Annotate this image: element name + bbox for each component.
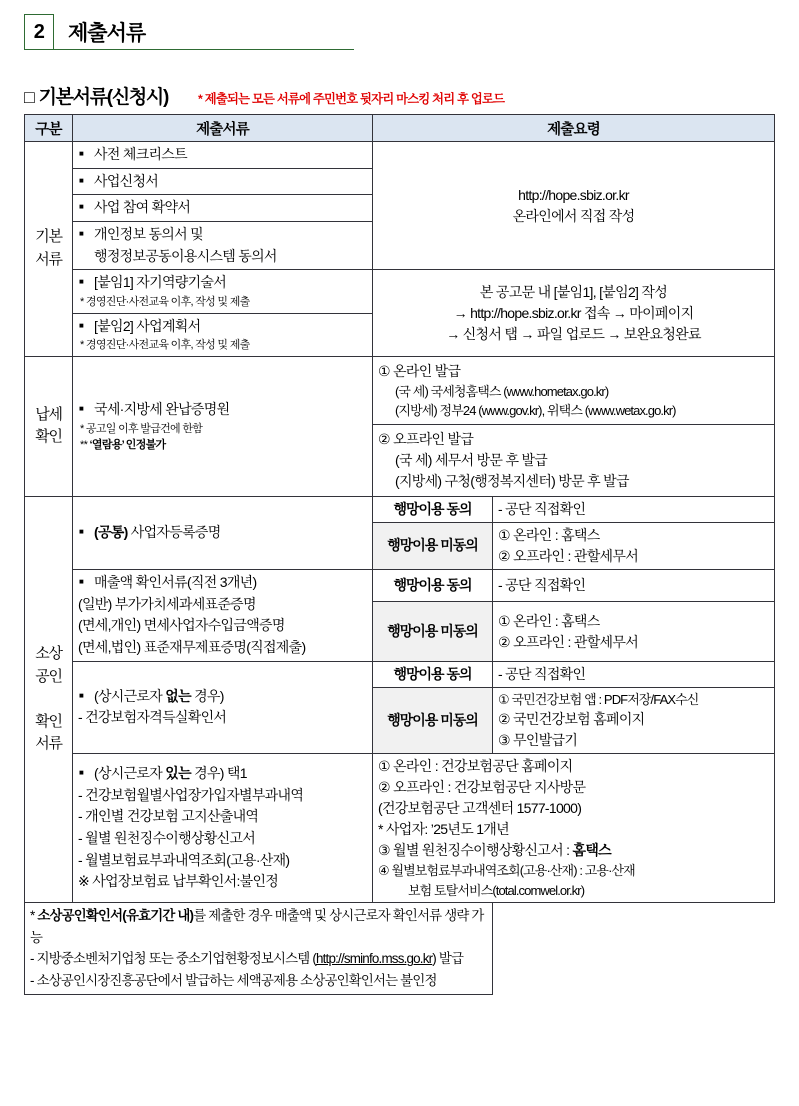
table-row [25,754,775,903]
no-worker-prefix: (상시근로자 [94,687,166,704]
instruction-has-worker-l3: (건강보험공단 고객센터 1577-1000) [378,800,582,817]
instruction-tax-online-l2: (지방세) 정부24 (www.gov.kr), 위택스 (www.wetax.go.kr) [395,403,676,419]
doc-item-privacy-consent-l1: ■ 개인정보 동의서 및 [78,224,367,246]
agree-value-text-2: - 공단 직접확인 [498,577,586,594]
doc-item-tax-clearance-note1: * 공고일 이후 발급건에 한함 [80,422,203,435]
table-row [25,270,775,313]
small-business-footer-notes [25,903,493,995]
footer-note-1-bold: 소상공인확인서(유효기간 내) [37,908,194,924]
disagree-value-1-l2: ② 오프라인 : 관할세무서 [498,547,639,564]
footer-note-2-prefix: - 지방중소벤처기업청 또는 중소기업현황정보시스템 ( [30,951,316,967]
doc-item-sales-l3: (면세,법인) 표준재무제표증명(직접제출) [78,638,306,655]
group-label-basic-l2: 서류 [35,250,62,268]
has-worker-prefix: (상시근로자 [94,765,166,781]
note2-text: ‘열람용’ 인정불가 [89,439,166,452]
footer-note-1-rest: 를 제출한 경우 매출액 및 상시근로자 확인서류 생략 가능 [30,908,484,945]
doc-item-attachment2-note: * 경영진단·사전교육 이후, 작성 및 제출 [80,339,250,352]
group-label-tax-l2: 확인 [35,428,62,446]
footer-note-3: - 소상공인시장진흥공단에서 발급하는 세액공제용 소상공인확인서는 불인정 [30,973,437,989]
doc-item-attachment2 [73,313,373,356]
section-title: 제출서류 [68,21,146,45]
hangmang-disagree-label-2: 행망이용 미동의 [373,602,493,661]
group-label-tax [25,356,73,496]
doc-item-checklist-label: ■ 사전 체크리스트 [78,144,367,166]
instruction-tax-online-title: ① 온라인 발급 [378,362,461,379]
doc-item-has-worker [73,754,373,903]
table-row [25,142,775,169]
hope-sbiz-url: http://hope.sbiz.or.kr [518,186,629,203]
inst-l5-hometax: 홈택스 [572,842,611,859]
instruction-attachments [373,270,775,356]
common-tag: (공통) [94,523,128,540]
table-row [25,661,775,687]
disagree-value-1-l1: ① 온라인 : 홈택스 [498,526,600,543]
table-row [25,496,775,522]
doc-item-privacy-consent [73,222,373,270]
table-header-row [25,115,775,142]
footer-note-2-suffix: ) 발급 [432,951,464,967]
hangmang-agree-value-1 [493,496,775,522]
subsection-heading-row [24,82,775,109]
doc-item-has-worker-title [78,763,367,785]
doc-item-no-worker-title [78,686,367,708]
group-label-small-business [25,496,73,902]
instruction-has-worker-l5 [378,840,769,861]
doc-item-sales-l2: (면세,개인) 면세사업자수입금액증명 [78,617,285,634]
disagree-value-3-l2: ② 국민건강보험 홈페이지 [498,711,645,728]
doc-item-attachment2-label: ■ [붙임2] 사업계획서 [78,316,367,338]
instruction-has-worker-l2: ② 오프라인 : 건강보험공단 지사방문 [378,779,586,796]
document-page [0,14,799,1106]
instruction-tax-offline [373,425,775,497]
doc-item-has-worker-l3: - 월별 원천징수이행상황신고서 [78,830,256,847]
section-title-underline [54,14,354,50]
disagree-value-3-l1: ① 국민건강보험 앱 : PDF저장/FAX수신 [498,691,699,707]
masking-notice: * 제출되는 모든 서류에 주민번호 뒷자리 마스킹 처리 후 업로드 [198,92,505,106]
group-label-basic-l1: 기본 [35,228,62,246]
doc-item-has-worker-l1: - 건강보험월별사업장가입자별부과내역 [78,786,304,803]
has-worker-bold: 있는 [165,765,191,781]
doc-item-sales-documents [73,569,373,661]
doc-item-business-registration-label [78,522,367,544]
subsection-title [24,82,168,109]
group-label-sb-l3: 확인 [35,712,62,730]
disagree-value-3-l3: ③ 무인발급기 [498,732,578,749]
section-heading [24,14,775,50]
doc-item-attachment1-note: * 경영진단·사전교육 이후, 작성 및 제출 [80,296,250,309]
instruction-attachments-l1: 본 공고문 내 [붙임1], [붙임2] 작성 [479,283,668,300]
table-row [25,356,775,424]
hangmang-agree-label-3: 행망이용 동의 [373,661,493,687]
group-label-sb-l1: 소상 [35,645,62,663]
hangmang-agree-value-2 [493,569,775,602]
doc-item-attachment1 [73,270,373,313]
hangmang-agree-value-3 [493,661,775,687]
table-row [25,569,775,602]
instruction-has-worker-l6: ④ 월별보험료부과내역조회(고용·산재) : 고용·산재 [378,863,635,879]
footer-note-1 [30,905,487,948]
doc-item-tax-clearance [73,356,373,496]
doc-item-checklist [73,142,373,169]
doc-item-no-worker-l1: - 건강보험자격득실확인서 [78,709,227,726]
doc-item-sales-l1: (일반) 부가가치세과세표준증명 [78,595,256,612]
hangmang-disagree-value-2 [493,602,775,661]
doc-item-sales-title: ■ 매출액 확인서류(직전 3개년) [78,572,367,594]
group-label-basic [25,142,73,357]
instruction-tax-offline-title: ② 오프라인 발급 [378,431,474,448]
section-number-badge: 2 [24,14,54,50]
note2-prefix: ** [80,439,90,452]
instruction-tax-offline-l1: (국 세) 세무서 방문 후 발급 [395,452,548,469]
hangmang-disagree-label-3: 행망이용 미동의 [373,687,493,754]
no-worker-suffix: 경우) [190,687,224,704]
doc-item-application-label: ■ 사업신청서 [78,171,367,193]
checkbox-glyph-icon: □ [24,87,34,107]
group-label-sb-l4: 서류 [35,735,62,753]
instruction-tax-offline-l2: (지방세) 구청(행정복지센터) 방문 후 발급 [395,473,629,490]
doc-item-participation-pledge-label: ■ 사업 참여 확약서 [78,197,367,219]
doc-item-application [73,168,373,195]
has-worker-suffix: 경우) 택1 [190,765,247,781]
doc-item-has-worker-l4: - 월별보험료부과내역조회(고용·산재) [78,851,290,868]
agree-value-text-1: - 공단 직접확인 [498,500,586,517]
instruction-has-worker-l1: ① 온라인 : 건강보험공단 홈페이지 [378,758,573,775]
table-row [25,903,775,995]
hangmang-disagree-value-1 [493,522,775,569]
doc-item-has-worker-l2: - 개인별 건강보험 고지산출내역 [78,808,259,825]
doc-item-participation-pledge [73,195,373,222]
doc-item-tax-clearance-note2 [78,437,367,454]
inst-l5-prefix: ③ 월별 원천징수이행상황신고서 : [378,842,573,859]
instruction-tax-online-l1: (국 세) 국세청홈택스 (www.hometax.go.kr) [395,383,609,399]
subsection-title-text: 기본서류(신청시) [38,87,169,108]
footer-note-1-marker: * [30,908,38,924]
instruction-has-worker-l4: * 사업자: ’25년도 1개년 [378,821,509,838]
online-write-text: 온라인에서 직접 작성 [512,207,635,224]
doc-item-privacy-consent-l2: 행정정보공동이용시스템 동의서 [94,247,277,264]
instruction-attachments-l2: → http://hope.sbiz.or.kr 접속 → 마이페이지 [453,304,694,321]
header-instructions: 제출요령 [373,115,775,142]
disagree-value-2-l1: ① 온라인 : 홈택스 [498,612,600,629]
instruction-attachments-l3: → 신청서 탭 → 파일 업로드 → 보완요청완료 [446,325,701,342]
hangmang-agree-label-1: 행망이용 동의 [373,496,493,522]
instruction-has-worker [373,754,775,903]
doc-item-business-registration [73,496,373,569]
doc-item-no-worker [73,661,373,754]
hangmang-disagree-label-1: 행망이용 미동의 [373,522,493,569]
instruction-has-worker-l7: 보험 토탈서비스(total.comwel.or.kr) [408,882,585,898]
instruction-tax-online [373,356,775,424]
header-documents: 제출서류 [73,115,373,142]
submission-documents-table [24,114,775,995]
instruction-online-write [373,142,775,270]
disagree-value-2-l2: ② 오프라인 : 관할세무서 [498,633,639,650]
doc-item-has-worker-l5: ※ 사업장보험료 납부확인서:불인정 [78,873,279,890]
hangmang-agree-label-2: 행망이용 동의 [373,569,493,602]
hangmang-disagree-value-3 [493,687,775,754]
group-label-sb-l2: 공인 [35,667,62,685]
doc-item-attachment1-label: ■ [붙임1] 자기역량기술서 [78,272,367,294]
agree-value-text-3: - 공단 직접확인 [498,665,586,682]
sminfo-link[interactable]: http://sminfo.mss.go.kr [315,951,433,967]
group-label-tax-l1: 납세 [35,405,62,423]
header-division: 구분 [25,115,73,142]
no-worker-bold: 없는 [165,687,191,704]
doc-item-tax-clearance-label: ■ 국세·지방세 완납증명원 [78,399,367,421]
footer-note-2 [30,948,487,970]
business-registration-text: 사업자등록증명 [127,523,221,540]
